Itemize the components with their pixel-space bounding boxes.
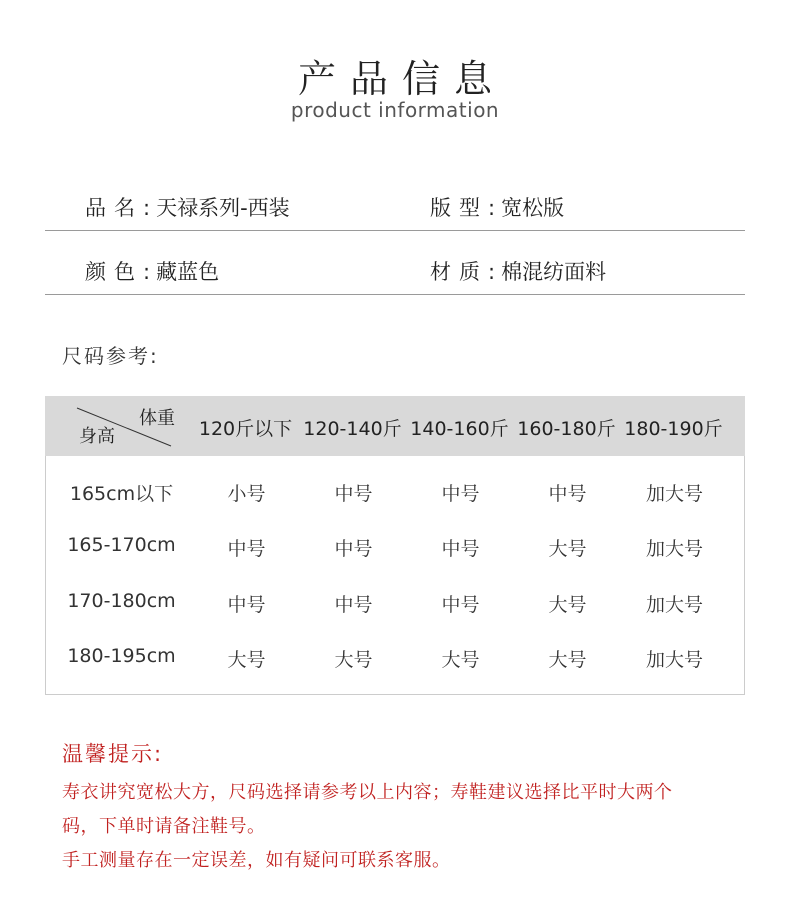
size-cell: 加大号	[645, 483, 703, 505]
column-header: 160-180斤	[517, 418, 616, 440]
height-cell: 170-180cm	[67, 590, 176, 612]
product-fit-value: 宽松版	[501, 196, 565, 220]
product-color	[85, 256, 219, 286]
product-name	[85, 192, 290, 222]
product-color-value: 藏蓝色	[156, 260, 220, 284]
size-cell: 中号	[334, 538, 373, 560]
column-header: 140-160斤	[410, 418, 509, 440]
product-name-label: 品名	[85, 196, 143, 220]
size-cell: 中号	[227, 538, 266, 560]
corner-height-label: 身高	[79, 426, 115, 447]
table-row	[46, 465, 746, 521]
table-row	[46, 576, 746, 632]
tips-line: 码，下单时请备注鞋号。	[62, 816, 266, 837]
table-row	[46, 520, 746, 576]
size-cell: 中号	[441, 483, 480, 505]
colon: :	[143, 196, 151, 220]
size-table-header	[45, 396, 745, 456]
column-header: 180-190斤	[624, 418, 723, 440]
corner-cell	[75, 396, 175, 456]
tips-title: 温馨提示:	[62, 742, 164, 766]
corner-weight-label: 体重	[139, 408, 175, 429]
info-row-name-fit	[45, 180, 745, 231]
size-reference-title: 尺码参考:	[62, 344, 159, 368]
height-cell: 165cm以下	[69, 483, 174, 505]
size-cell: 大号	[548, 538, 587, 560]
size-cell: 中号	[441, 594, 480, 616]
size-cell: 中号	[334, 594, 373, 616]
size-cell: 中号	[548, 483, 587, 505]
height-cell: 165-170cm	[67, 534, 176, 556]
product-fit-label: 版型	[430, 196, 488, 220]
size-cell: 中号	[441, 538, 480, 560]
colon: :	[143, 260, 151, 284]
size-cell: 中号	[227, 594, 266, 616]
height-cell: 180-195cm	[67, 645, 176, 667]
column-header: 120-140斤	[303, 418, 402, 440]
product-material-label: 材质	[430, 260, 488, 284]
product-color-label: 颜色	[85, 260, 143, 284]
size-cell: 小号	[227, 483, 266, 505]
product-fit	[430, 192, 564, 222]
column-header: 120斤以下	[198, 418, 293, 440]
colon: :	[488, 260, 496, 284]
product-name-value: 天禄系列-西装	[156, 196, 290, 220]
size-cell: 加大号	[645, 594, 703, 616]
tips-line: 寿衣讲究宽松大方，尺码选择请参考以上内容；寿鞋建议选择比平时大两个	[62, 782, 673, 803]
product-material-value: 棉混纺面料	[501, 260, 607, 284]
size-cell: 加大号	[645, 538, 703, 560]
size-table	[45, 396, 745, 695]
size-cell: 大号	[548, 649, 587, 671]
tips-line: 手工测量存在一定误差，如有疑问可联系客服。	[62, 850, 451, 871]
size-cell: 大号	[548, 594, 587, 616]
size-cell: 中号	[334, 483, 373, 505]
table-row	[46, 631, 746, 687]
colon: :	[488, 196, 496, 220]
size-cell: 加大号	[645, 649, 703, 671]
page-subtitle: product information	[290, 98, 500, 122]
size-cell: 大号	[227, 649, 266, 671]
page-title: 产品信息	[297, 57, 506, 101]
size-cell: 大号	[334, 649, 373, 671]
size-cell: 大号	[441, 649, 480, 671]
product-material	[430, 256, 606, 286]
info-row-color-material	[45, 244, 745, 295]
